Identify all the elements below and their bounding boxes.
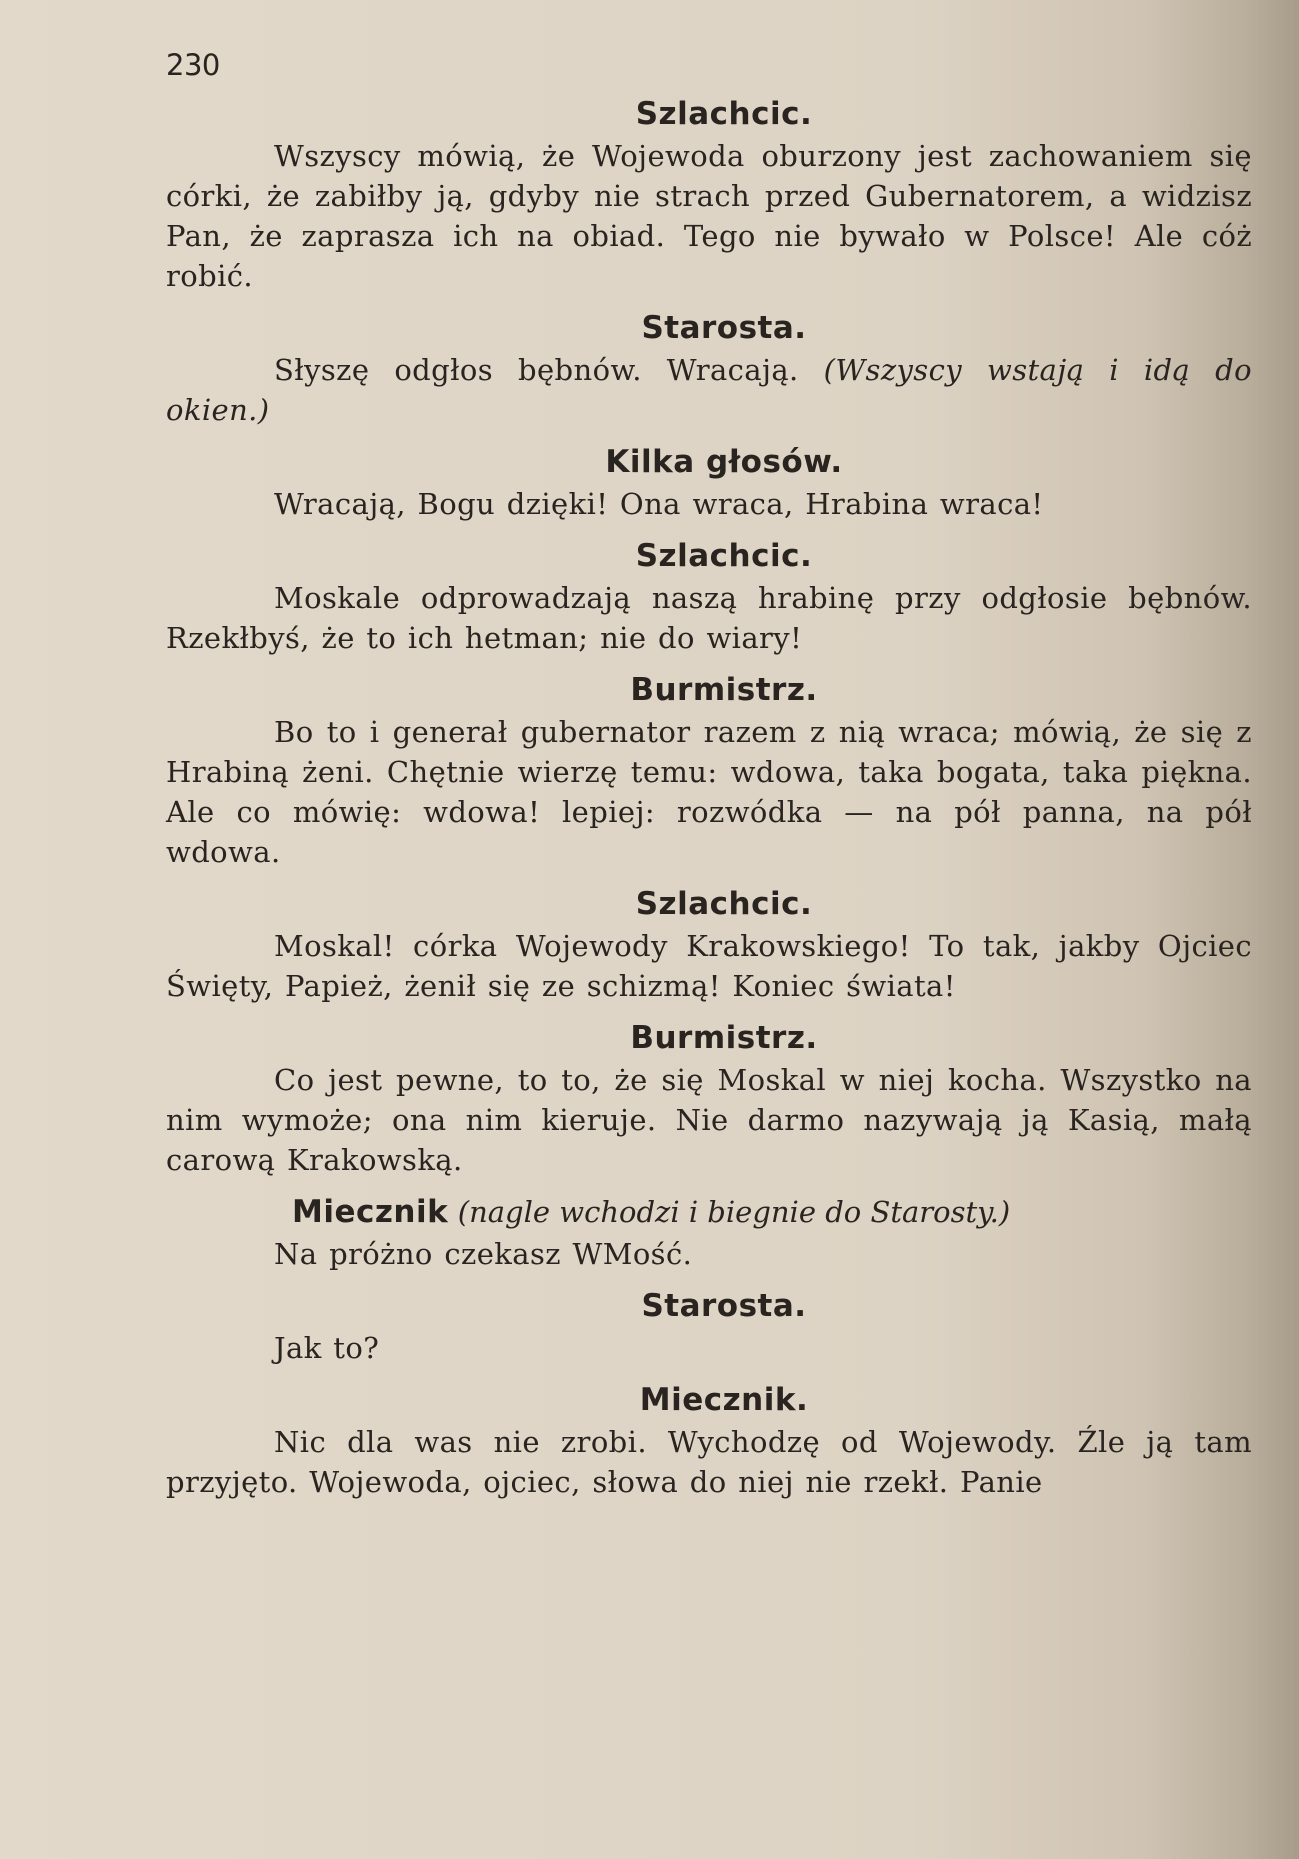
stage-direction: (Wszyscy wstają i idą do okien.) — [166, 353, 1252, 427]
dialogue-paragraph: Na próżno czekasz WMość. — [274, 1237, 693, 1271]
dialogue-paragraph: Moskale odprowadzają naszą hrabinę przy odgłosie bębnów. Rzekłbyś, że to ich hetman; nie do wiary! — [166, 581, 1252, 655]
dialogue-paragraph: Nic dla was nie zrobi. Wychodzę od Wojewody. Źle ją tam przyjęto. Wojewoda, ojciec, słowa do niej nie rzekł. Panie — [166, 1425, 1252, 1499]
speaker-heading: Szlachcic. — [635, 886, 813, 922]
dialogue-paragraph: Co jest pewne, to to, że się Moskal w niej kocha. Wszystko na nim wymoże; ona nim kieruje. Nie darmo nazywają ją Kasią, małą carową Krakowską. — [166, 1063, 1252, 1177]
speaker-heading: Kilka głosów. — [605, 444, 843, 480]
dialogue-paragraph: Wracają, Bogu dzięki! Ona wraca, Hrabina wraca! — [274, 487, 1044, 521]
speaker-heading-with-direction — [166, 1190, 1252, 1234]
speaker-heading: Szlachcic. — [635, 96, 813, 132]
stage-direction: (nagle wchodzi i biegnie do Starosty.) — [457, 1195, 1011, 1229]
speaker-heading: Burmistrz. — [630, 1020, 818, 1056]
dialogue-text: Słyszę odgłos bębnów. Wracają. — [274, 353, 799, 387]
dialogue-paragraph: Moskal! córka Wojewody Krakowskiego! To tak, jakby Ojciec Święty, Papież, żenił się ze schizmą! Koniec świata! — [166, 929, 1252, 1003]
page-content — [166, 92, 1252, 1512]
speaker-heading: Starosta. — [641, 310, 807, 346]
dialogue-paragraph: Wszyscy mówią, że Wojewoda oburzony jest zachowaniem się córki, że zabiłby ją, gdyby nie strach przed Gubernatorem, a widzisz Pan, że zaprasza ich na obiad. Tego nie bywało w Polsce! Ale cóż robić. — [166, 139, 1252, 293]
speaker-heading: Starosta. — [641, 1288, 807, 1324]
page-number: 230 — [166, 48, 220, 82]
speaker-heading: Miecznik. — [639, 1382, 809, 1418]
dialogue-paragraph: Jak to? — [274, 1331, 380, 1365]
speaker-heading: Burmistrz. — [630, 672, 818, 708]
speaker-heading: Szlachcic. — [635, 538, 813, 574]
speaker-name: Miecznik — [292, 1194, 449, 1230]
dialogue-paragraph: Bo to i generał gubernator razem z nią wraca; mówią, że się z Hrabiną żeni. Chętnie wierzę temu: wdowa, taka bogata, taka piękna. Ale co mówię: wdowa! lepiej: rozwódka — na pół panna, na pół wdowa. — [166, 715, 1252, 869]
dialogue-paragraph — [166, 350, 1252, 430]
